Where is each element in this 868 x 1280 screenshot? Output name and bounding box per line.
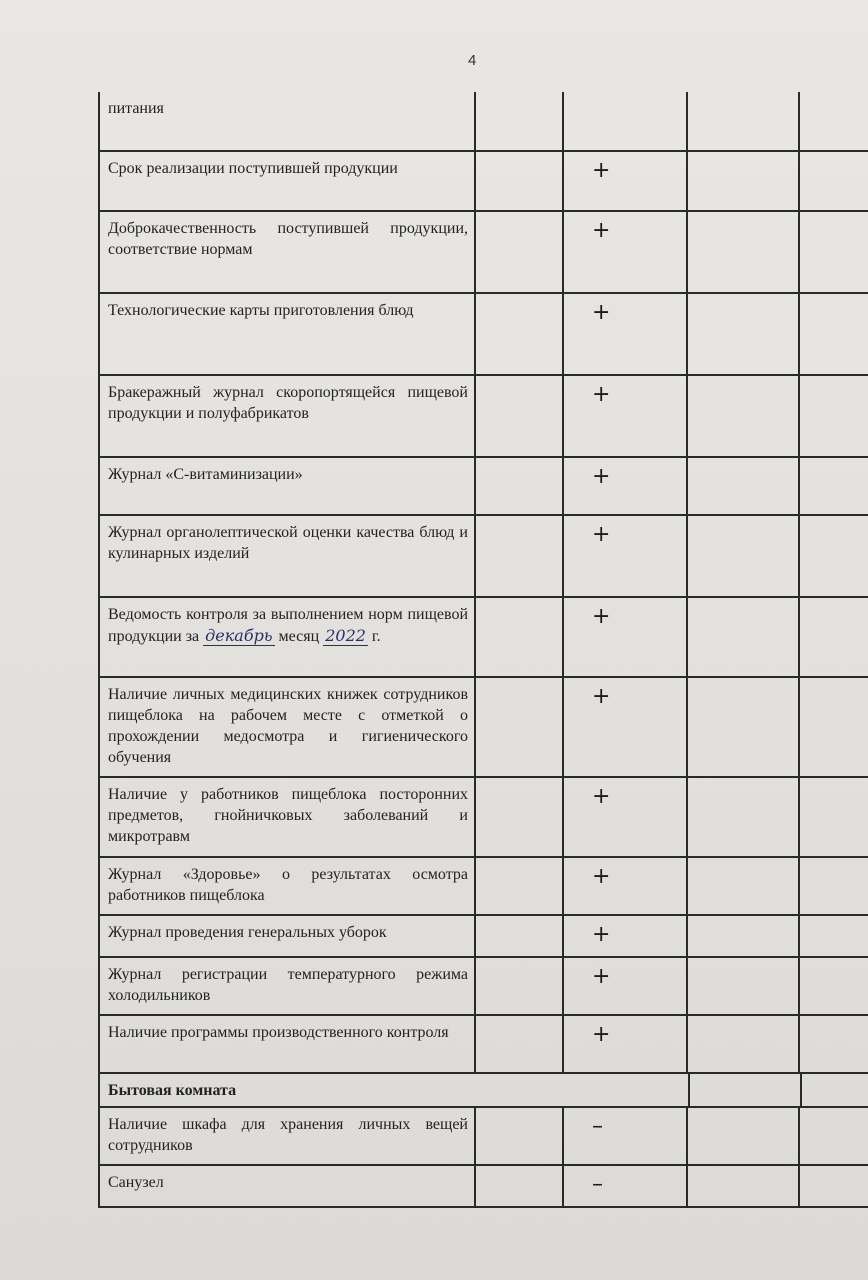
check-mark: + [592,522,611,547]
row-label: Журнал «С-витаминизации» [100,458,476,514]
row-label: Доброкачественность поступившей продукции, соответствие нормам [100,212,476,292]
table-row [100,458,868,516]
table-row [100,376,868,458]
row-label: Наличие программы производственного контроля [100,1016,476,1072]
row-label: Бракеражный журнал скоропортящейся пищевой продукции и полуфабрикатов [100,376,476,456]
table-row [100,212,868,294]
check-mark: + [592,1022,611,1047]
row-label: Журнал проведения генеральных уборок [100,916,476,956]
table-row [100,516,868,598]
check-mark: + [592,158,611,183]
row-label: Журнал регистрации температурного режима холодильников [100,958,476,1014]
check-mark: + [592,864,611,889]
check-mark: + [592,300,611,325]
table-row [100,92,868,152]
section-header-row [100,1074,868,1108]
row-label: питания [100,92,476,150]
dash-mark: – [592,1172,603,1197]
row-label: Наличие шкафа для хранения личных вещей сотрудников [100,1108,476,1164]
table-row [100,778,868,858]
handwritten-year: 2022 [325,626,366,645]
check-mark: + [592,218,611,243]
table-row [100,958,868,1016]
row-label: Санузел [100,1166,476,1206]
table-row [100,1108,868,1166]
check-mark: + [592,604,611,629]
table-row [100,858,868,916]
table-row [100,1166,868,1208]
dash-mark: – [592,1114,603,1139]
table-row [100,678,868,778]
check-mark: + [592,464,611,489]
row-label: Наличие у работников пищеблока посторонних предметов, гнойничковых заболеваний и микротравм [100,778,476,856]
table-row [100,1016,868,1074]
table-row [100,152,868,212]
check-mark: + [592,922,611,947]
row-label: Журнал «Здоровье» о результатах осмотра работников пищеблока [100,858,476,914]
table-row [100,294,868,376]
row-label: Наличие личных медицинских книжек сотрудников пищеблока на рабочем месте с отметкой о прохождении медосмотра и гигиенического обучения [100,678,476,776]
row-label: Технологические карты приготовления блюд [100,294,476,374]
check-mark: + [592,964,611,989]
check-mark: + [592,382,611,407]
check-mark: + [592,684,611,709]
page-number: 4 [468,52,477,69]
row-label: Срок реализации поступившей продукции [100,152,476,210]
row-label: Журнал органолептической оценки качества блюд и кулинарных изделий [100,516,476,596]
table-row [100,916,868,958]
handwritten-month: декабрь [205,626,273,645]
inspection-table [98,92,868,1208]
row-label: Ведомость контроля за выполнением норм пищевой продукции за декабрь месяц 2022 г. [100,598,476,676]
check-mark: + [592,784,611,809]
section-title: Бытовая комната [100,1074,690,1106]
table-row [100,598,868,678]
